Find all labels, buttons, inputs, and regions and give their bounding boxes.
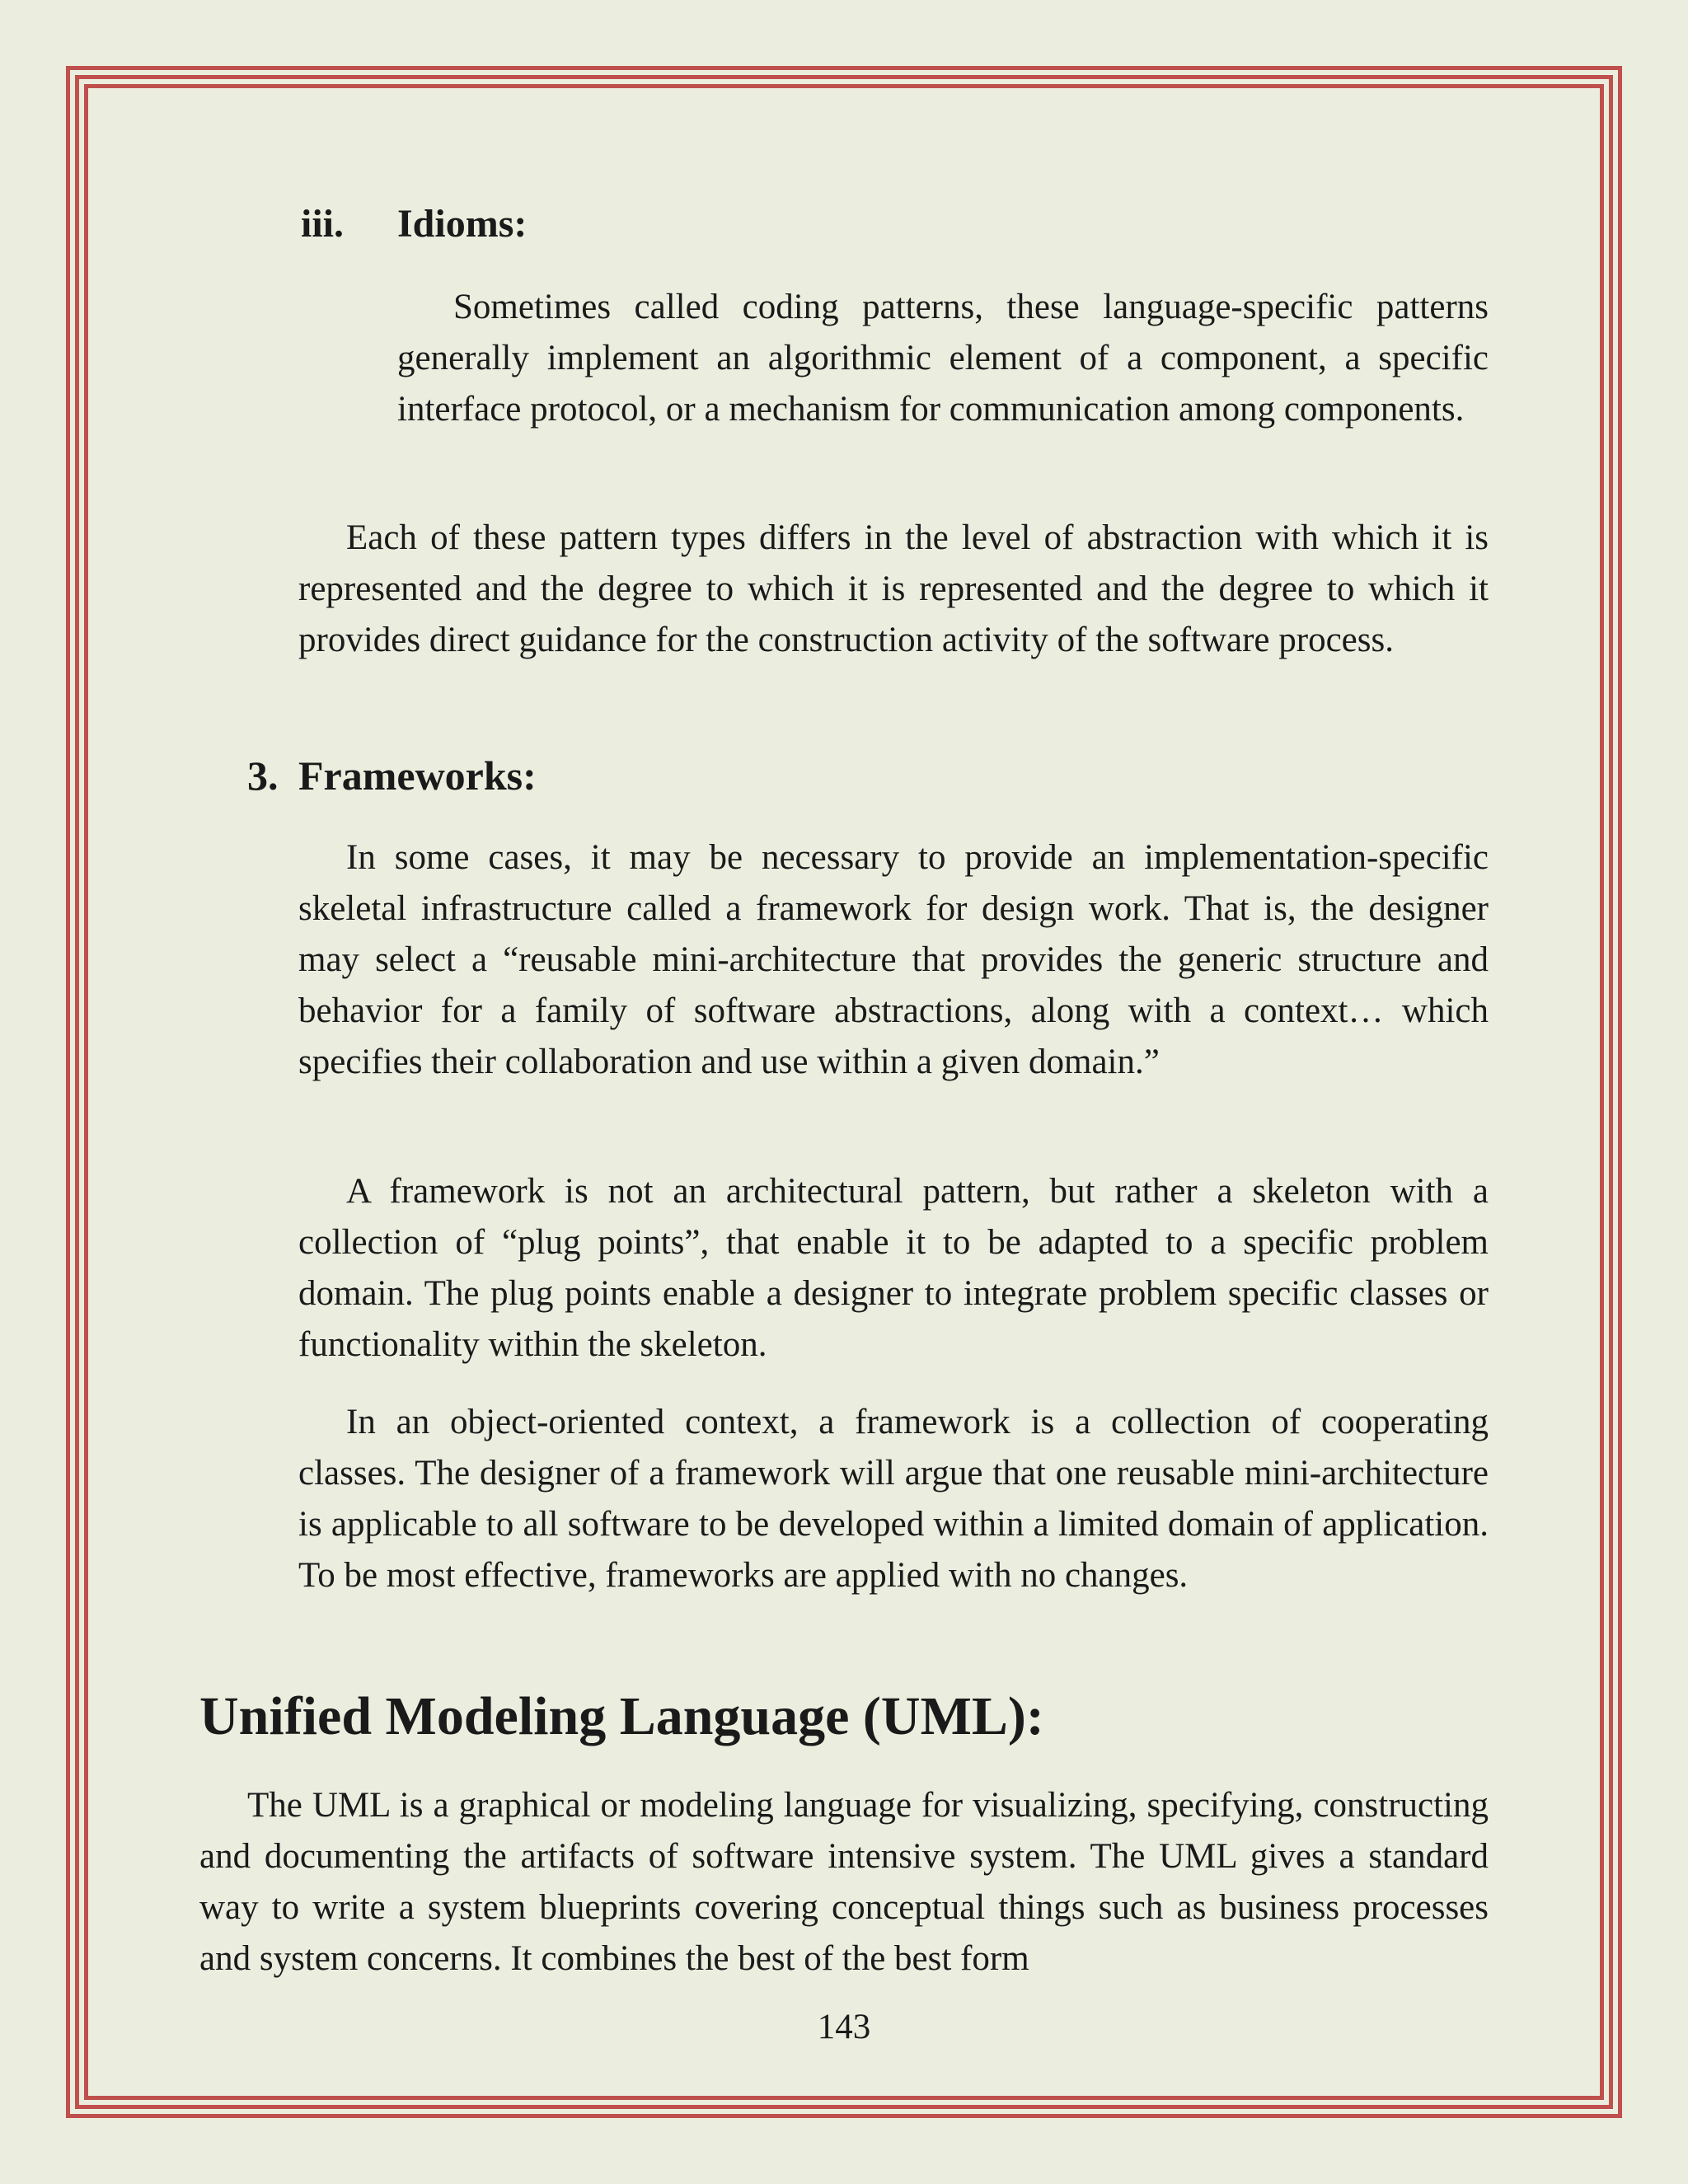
idioms-paragraph: Sometimes called coding patterns, these language-specific patterns generally implement an algorithmic element of a component, a specific interface protocol, or a mechanism for communication among components. — [397, 288, 1489, 429]
uml-paragraph: The UML is a graphical or modeling language for visualizing, specifying, constructing and documenting the artifacts of software intensive system. The UML gives a standard way to write a system blueprints covering conceptual things such as business processes and system concerns. It combines the best of the best form — [199, 1786, 1489, 1978]
frameworks-paragraph: In some cases, it may be necessary to provide an implementation-specific skeletal infrastructure called a framework for design work. That is, the designer may select a “reusable mini-architecture that provides the generic structure and behavior for a family of software abstractions, along with a context… which specifies their collaboration and use within a given domain.” — [298, 838, 1489, 1081]
page-number: 143 — [817, 2008, 871, 2046]
idioms-number: iii. — [301, 202, 345, 246]
idioms-title: Idioms: — [397, 202, 528, 246]
uml-heading: Unified Modeling Language (UML): — [199, 1686, 1044, 1746]
idioms-heading — [301, 198, 527, 251]
pattern-types-paragraph: Each of these pattern types differs in the level of abstraction with which it is represented and the degree to which it is represented and the degree to which it provides direct guidance for the construction activity of the software process. — [298, 518, 1489, 659]
frameworks-paragraph: In an object-oriented context, a framework is a collection of cooperating classes. The designer of a framework will argue that one reusable mini-architecture is applicable to all software to be developed within a limited domain of application. To be most effective, frameworks are applied with no changes. — [298, 1403, 1489, 1595]
frameworks-number: 3. — [247, 752, 279, 799]
frameworks-heading — [247, 748, 537, 803]
frameworks-paragraph: A framework is not an architectural pattern, but rather a skeleton with a collection of “plug points”, that enable it to be adapted to a specific problem domain. The plug points enable a designer to integrate problem specific classes or functionality within the skeleton. — [298, 1172, 1489, 1364]
frameworks-title: Frameworks: — [298, 752, 537, 799]
